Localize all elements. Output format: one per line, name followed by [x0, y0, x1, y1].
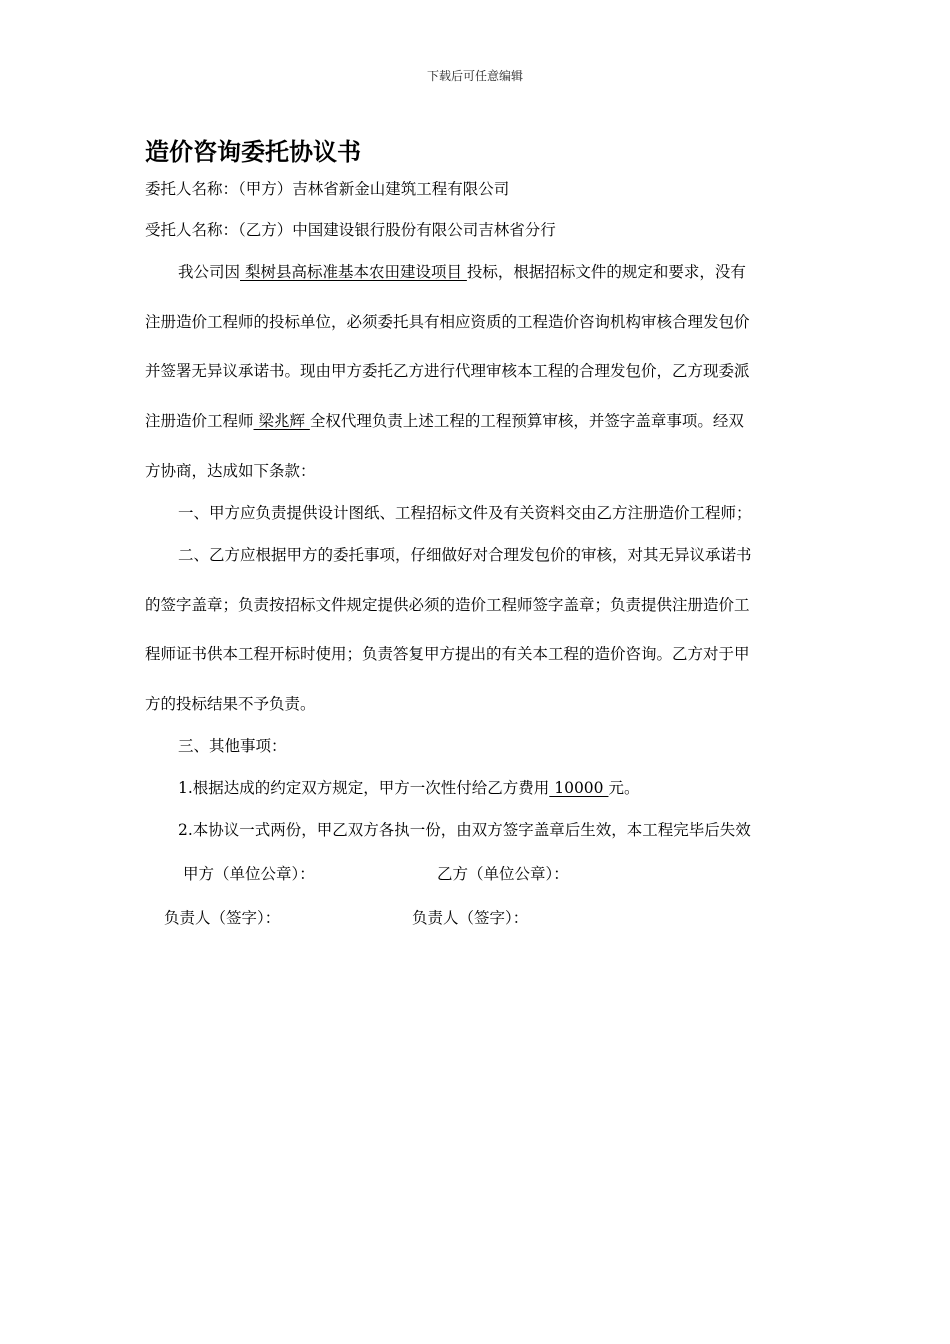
- party-a-seal-label: 甲方（单位公章）：: [183, 865, 315, 883]
- document-title: 造价咨询委托协议书: [145, 138, 361, 166]
- paragraph-line: 方协商，达成如下条款：: [145, 462, 316, 480]
- clause-3: 三、其他事项：: [178, 737, 287, 755]
- party-b-person-label: 负责人（签字）：: [412, 909, 529, 927]
- clause-2-line: 二、乙方应根据甲方的委托事项，仔细做好对合理发包价的审核，对其无异议承诺书: [178, 546, 752, 564]
- body-text: 我公司因: [178, 263, 241, 281]
- engineer-name: 梁兆辉: [253, 412, 310, 430]
- clause-2-line: 方的投标结果不予负责。: [145, 695, 316, 713]
- project-name: 梨树县高标准基本农田建设项目: [240, 263, 467, 281]
- fee-amount: 10000: [549, 779, 609, 797]
- item-1: [178, 776, 639, 798]
- paragraph-line: 注册造价工程师的投标单位，必须委托具有相应资质的工程造价咨询机构审核合理发包价: [145, 313, 750, 331]
- paragraph-line: [178, 260, 746, 282]
- header-note: 下载后可任意编辑: [426, 69, 523, 83]
- clause-2-line: 的签字盖章；负责按招标文件规定提供必须的造价工程师签字盖章；负责提供注册造价工: [145, 596, 750, 614]
- client-label: 委托人名称：: [145, 180, 239, 198]
- client-line: [145, 177, 509, 199]
- paragraph-line: [145, 409, 744, 431]
- body-text: 元。: [608, 779, 640, 797]
- party-a-person-label: 负责人（签字）：: [164, 909, 281, 927]
- agent-label: 受托人名称：: [145, 221, 239, 239]
- clause-2-line: 程师证书供本工程开标时使用；负责答复甲方提出的有关本工程的造价咨询。乙方对于甲: [145, 645, 750, 663]
- agent-value: （乙方）中国建设银行股份有限公司吉林省分行: [238, 221, 556, 239]
- paragraph-line: 并签署无异议承诺书。现由甲方委托乙方进行代理审核本工程的合理发包价，乙方现委派: [145, 362, 750, 380]
- body-text: 1.根据达成的约定双方规定，甲方一次性付给乙方费用: [178, 779, 550, 797]
- body-text: 全权代理负责上述工程的工程预算审核，并签字盖章事项。经双: [309, 412, 744, 430]
- item-2: 2.本协议一式两份，甲乙双方各执一份，由双方签字盖章后生效，本工程完毕后失效: [178, 821, 751, 839]
- clause-1: 一、甲方应负责提供设计图纸、工程招标文件及有关资料交由乙方注册造价工程师；: [178, 504, 752, 522]
- client-value: （甲方）吉林省新金山建筑工程有限公司: [238, 180, 510, 198]
- party-b-seal-label: 乙方（单位公章）：: [437, 865, 569, 883]
- body-text: 投标，根据招标文件的规定和要求，没有: [466, 263, 746, 281]
- body-text: 注册造价工程师: [145, 412, 254, 430]
- agent-line: [145, 218, 556, 240]
